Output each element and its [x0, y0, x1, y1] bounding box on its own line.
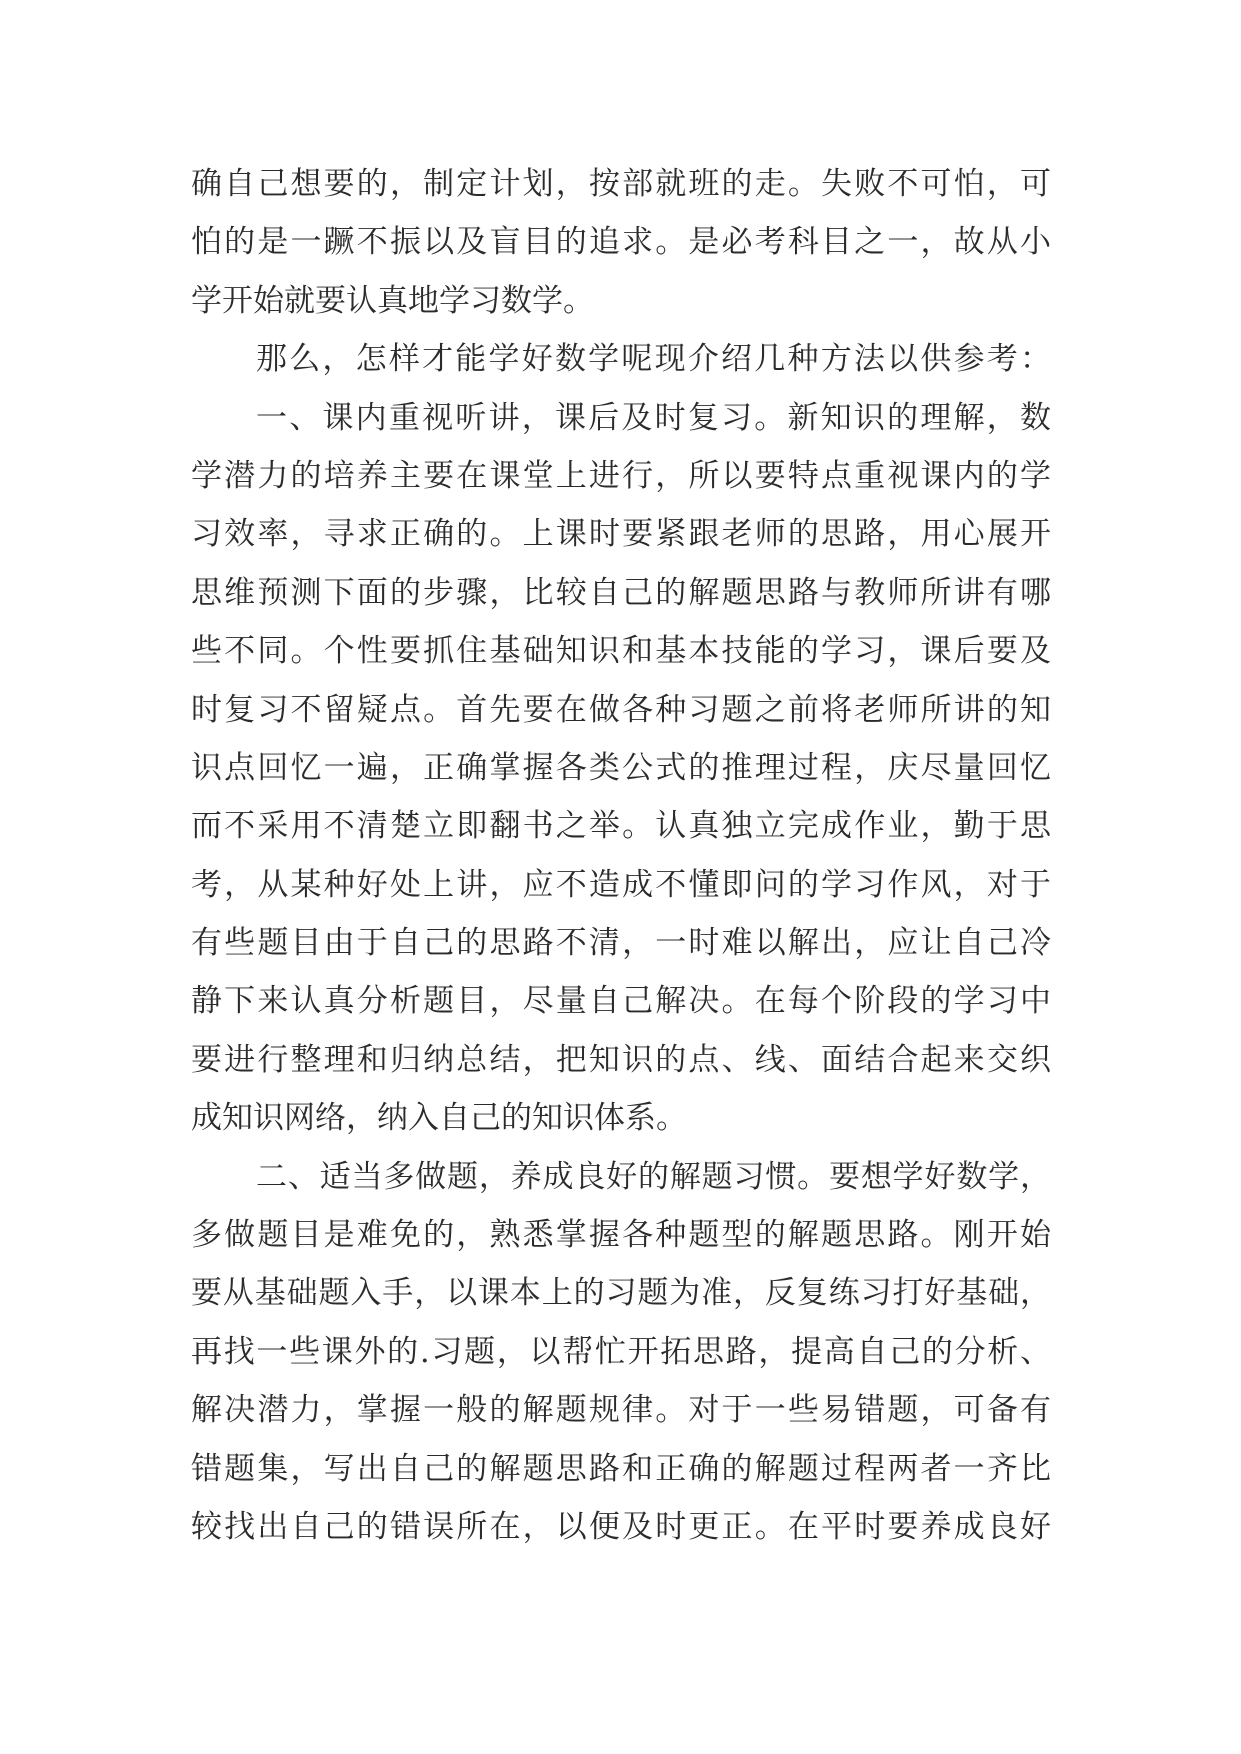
text-line: 解决潜力，掌握一般的解题规律。对于一些易错题，可备有	[191, 1392, 1051, 1429]
text-line: 学开始就要认真地学习数学。	[191, 282, 594, 319]
text-line: 思维预测下面的步骤，比较自己的解题思路与教师所讲有哪	[191, 574, 1051, 611]
text-line: 静下来认真分析题目，尽量自己解决。在每个阶段的学习中	[191, 983, 1051, 1020]
text-line: 较找出自己的错误所在，以便及时更正。在平时要养成良好	[191, 1508, 1051, 1545]
text-line: 而不采用不清楚立即翻书之举。认真独立完成作业，勤于思	[191, 808, 1051, 845]
text-line: 一、课内重视听讲，课后及时复习。新知识的理解，数	[256, 399, 1051, 436]
text-line: 考，从某种好处上讲，应不造成不懂即问的学习作风，对于	[191, 866, 1051, 903]
text-line: 习效率，寻求正确的。上课时要紧跟老师的思路，用心展开	[191, 516, 1051, 553]
text-line: 怕的是一蹶不振以及盲目的追求。是必考科目之一，故从小	[191, 224, 1051, 261]
text-line: 时复习不留疑点。首先要在做各种习题之前将老师所讲的知	[191, 691, 1051, 728]
text-line: 错题集，写出自己的解题思路和正确的解题过程两者一齐比	[191, 1450, 1051, 1487]
text-line: 要从基础题入手，以课本上的习题为准，反复练习打好基础，	[191, 1275, 1051, 1312]
text-line: 学潜力的培养主要在课堂上进行，所以要特点重视课内的学	[191, 457, 1051, 494]
document-body	[191, 155, 1051, 1556]
text-line: 要进行整理和归纳总结，把知识的点、线、面结合起来交织	[191, 1041, 1051, 1078]
text-line: 有些题目由于自己的思路不清，一时难以解出，应让自己冷	[191, 925, 1051, 962]
text-line: 多做题目是难免的，熟悉掌握各种题型的解题思路。刚开始	[191, 1217, 1051, 1254]
text-line: 二、适当多做题，养成良好的解题习惯。要想学好数学，	[256, 1158, 1051, 1195]
text-line: 识点回忆一遍，正确掌握各类公式的推理过程，庆尽量回忆	[191, 749, 1051, 786]
text-line: 些不同。个性要抓住基础知识和基本技能的学习，课后要及	[191, 633, 1051, 670]
text-line: 那么，怎样才能学好数学呢现介绍几种方法以供参考：	[256, 341, 1051, 378]
text-line: 成知识网络，纳入自己的知识体系。	[191, 1100, 687, 1137]
text-line: 确自己想要的，制定计划，按部就班的走。失败不可怕，可	[191, 166, 1051, 202]
text-line: 再找一些课外的.习题，以帮忙开拓思路，提高自己的分析、	[191, 1333, 1051, 1370]
